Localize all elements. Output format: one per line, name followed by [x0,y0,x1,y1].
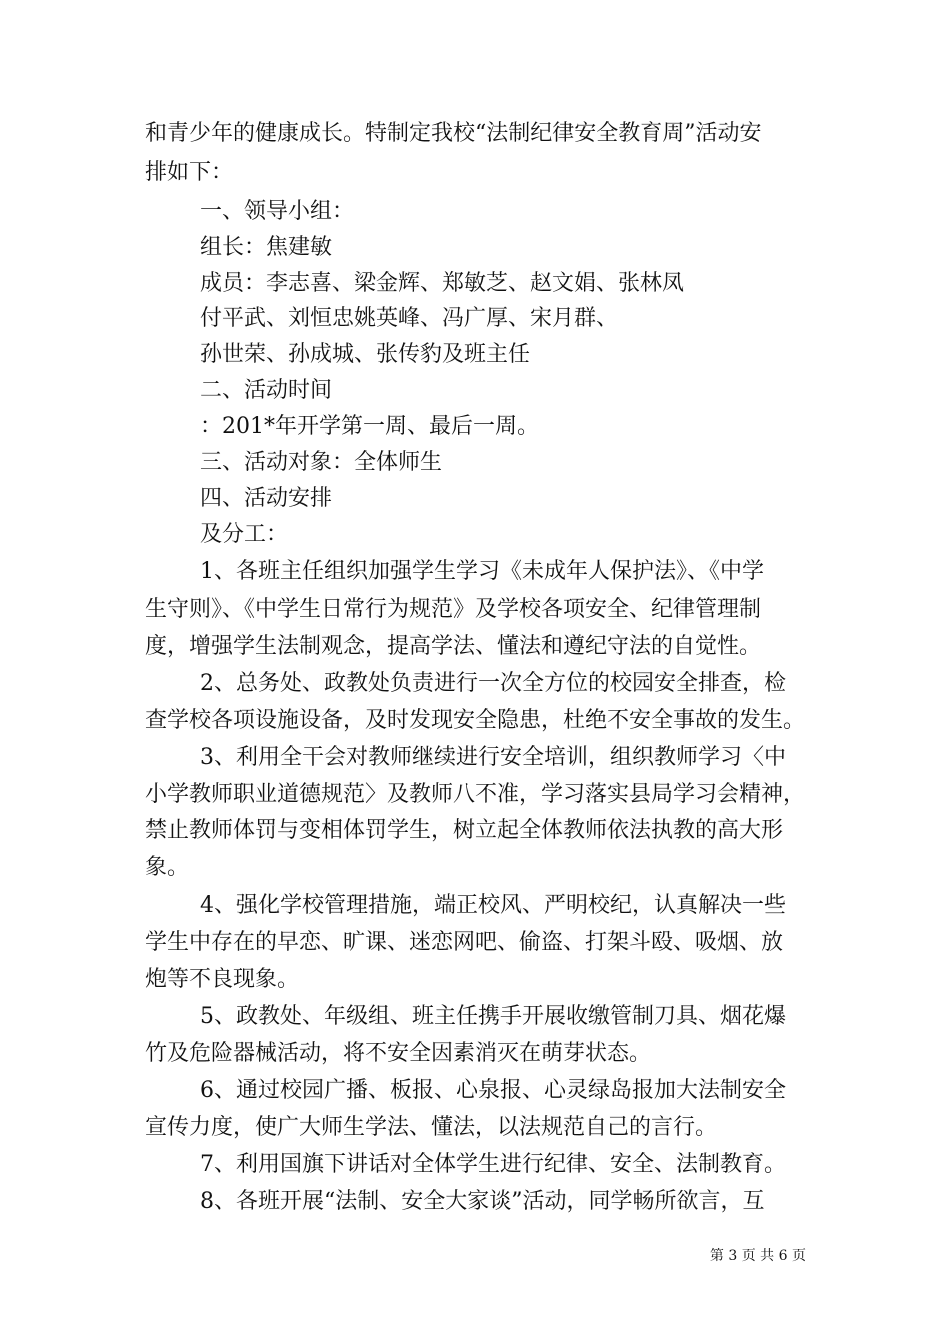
list-item-8: 8、各班开展“法制、安全大家谈”活动，同学畅所欲言，互 [200,1189,765,1214]
text-line: 炮等不良现象。 [145,967,300,992]
text-line: 及分工： [200,522,289,547]
list-item-2: 2、总务处、政教处负责进行一次全方位的校园安全排查，检 [200,671,786,696]
text-line: 生守则》、《中学生日常行为规范》及学校各项安全、纪律管理制 [145,597,762,622]
list-item-5: 5、政教处、年级组、班主任携手开展收缴管制刀具、烟花爆 [200,1004,786,1029]
text-line: 组长：焦建敏 [200,235,333,260]
text-line: 度，增强学生法制观念，提高学法、懂法和遵纪守法的自觉性。 [145,634,762,659]
section-heading: 一、领导小组： [200,199,355,224]
text-line: 小学教师职业道德规范〉及教师八不准，学习落实县局学习会精神， [145,782,806,807]
section-heading: 三、活动对象：全体师生 [200,450,443,475]
text-line: 竹及危险器械活动，将不安全因素消灭在萌芽状态。 [145,1041,652,1066]
list-item-1: 1、各班主任组织加强学生学习《未成年人保护法》、《中学 [200,559,764,584]
text-line: 宣传力度，使广大师生学法、懂法，以法规范自己的言行。 [145,1115,718,1140]
text-line: 付平武、刘恒忠姚英峰、冯广厚、宋月群、 [200,306,619,331]
text-line: 禁止教师体罚与变相体罚学生，树立起全体教师依法执教的高大形 [145,818,784,843]
text-line: 学生中存在的早恋、旷课、迷恋网吧、偷盗、打架斗殴、吸烟、放 [145,930,784,955]
page-number: 第 3 页 共 6 页 [709,1248,806,1264]
text-line: 排如下： [145,160,234,185]
text-line: 象。 [145,855,190,880]
list-item-4: 4、强化学校管理措施，端正校风、严明校纪，认真解决一些 [200,893,786,918]
list-item-6: 6、通过校园广播、板报、心泉报、心灵绿岛报加大法制安全 [200,1078,786,1103]
text-line: 成员：李志喜、梁金辉、郑敏芝、赵文娟、张林凤 [200,271,685,296]
text-line: 孙世荣、孙成城、张传豹及班主任 [200,342,531,367]
list-item-7: 7、利用国旗下讲话对全体学生进行纪律、安全、法制教育。 [200,1152,786,1177]
section-heading: 四、活动安排 [200,486,333,511]
section-heading: 二、活动时间 [200,378,333,403]
text-line: ：201*年开学第一周、最后一周。 [200,414,539,439]
list-item-3: 3、利用全干会对教师继续进行安全培训，组织教师学习〈中 [200,745,786,770]
text-line: 查学校各项设施设备，及时发现安全隐患，杜绝不安全事故的发生。 [145,708,806,733]
text-line: 和青少年的健康成长。特制定我校“法制纪律安全教育周”活动安 [145,121,762,146]
